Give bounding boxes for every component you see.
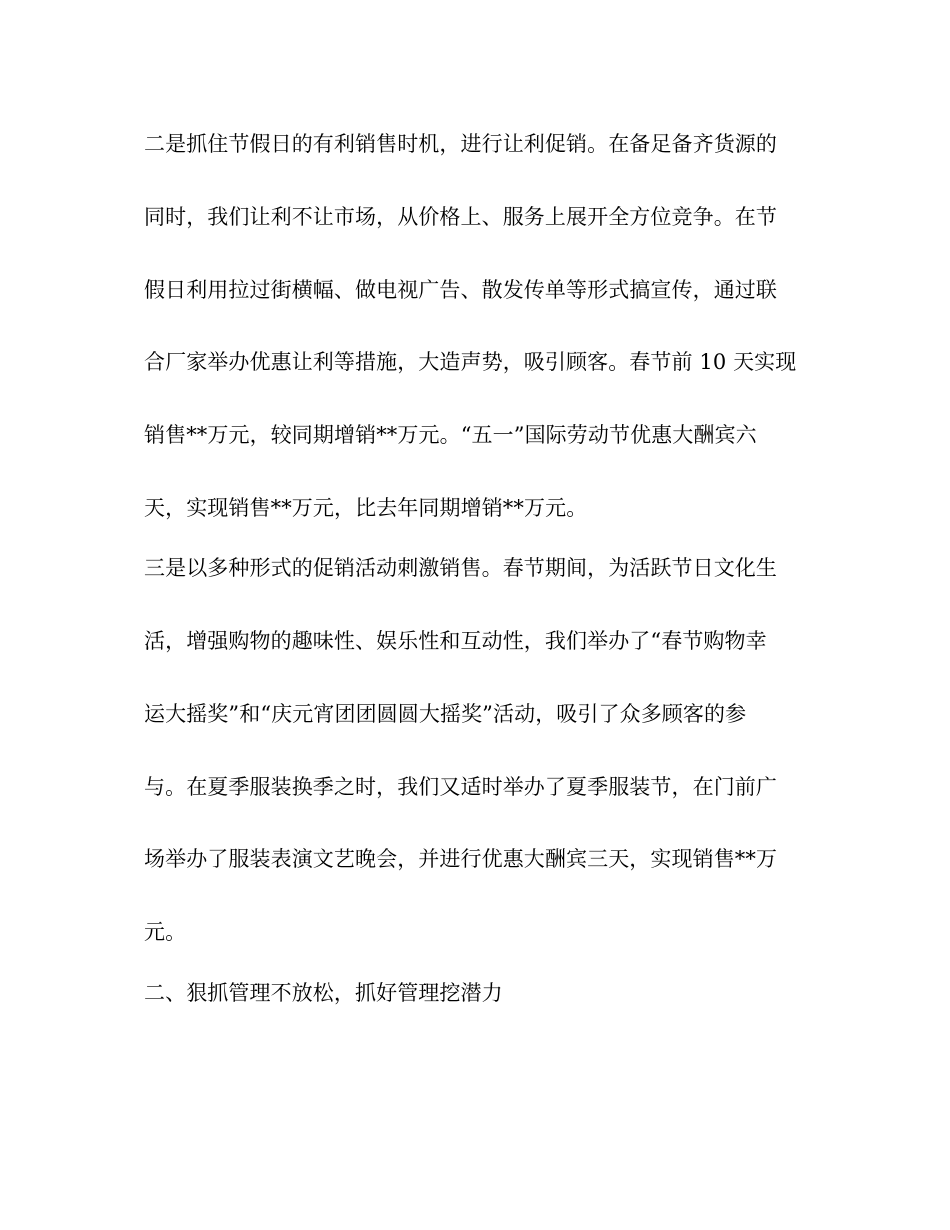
paragraph-line: 与。在夏季服装换季之时，我们又适时举办了夏季服装节，在门前广 bbox=[144, 775, 777, 799]
paragraph-line: 场举办了服装表演文艺晚会，并进行优惠大酬宾三天，实现销售**万 bbox=[144, 847, 778, 871]
paragraph-line: 活，增强购物的趣味性、娱乐性和互动性，我们举办了“春节购物幸 bbox=[144, 629, 767, 653]
paragraph-line: 合厂家举办优惠让利等措施，大造声势，吸引顾客。春节前 10 天实现 bbox=[144, 350, 797, 374]
paragraph-line: 三是以多种形式的促销活动刺激销售。春节期间，为活跃节日文化生 bbox=[144, 556, 777, 580]
paragraph-line: 天，实现销售**万元，比去年同期增销**万元。 bbox=[144, 496, 588, 520]
paragraph-line: 运大摇奖”和“庆元宵团团圆圆大摇奖”活动，吸引了众多顾客的参 bbox=[144, 702, 747, 726]
section-heading: 二、狠抓管理不放松，抓好管理挖潜力 bbox=[144, 981, 503, 1005]
paragraph-line: 销售**万元，较同期增销**万元。“五一”国际劳动节优惠大酬宾六 bbox=[144, 423, 757, 447]
paragraph-line: 同时，我们让利不让市场，从价格上、服务上展开全方位竞争。在节 bbox=[144, 205, 777, 229]
paragraph-line: 假日利用拉过街横幅、做电视广告、散发传单等形式搞宣传，通过联 bbox=[144, 278, 777, 302]
paragraph-line: 元。 bbox=[144, 920, 187, 944]
paragraph-line: 二是抓住节假日的有利销售时机，进行让利促销。在备足备齐货源的 bbox=[144, 132, 777, 156]
